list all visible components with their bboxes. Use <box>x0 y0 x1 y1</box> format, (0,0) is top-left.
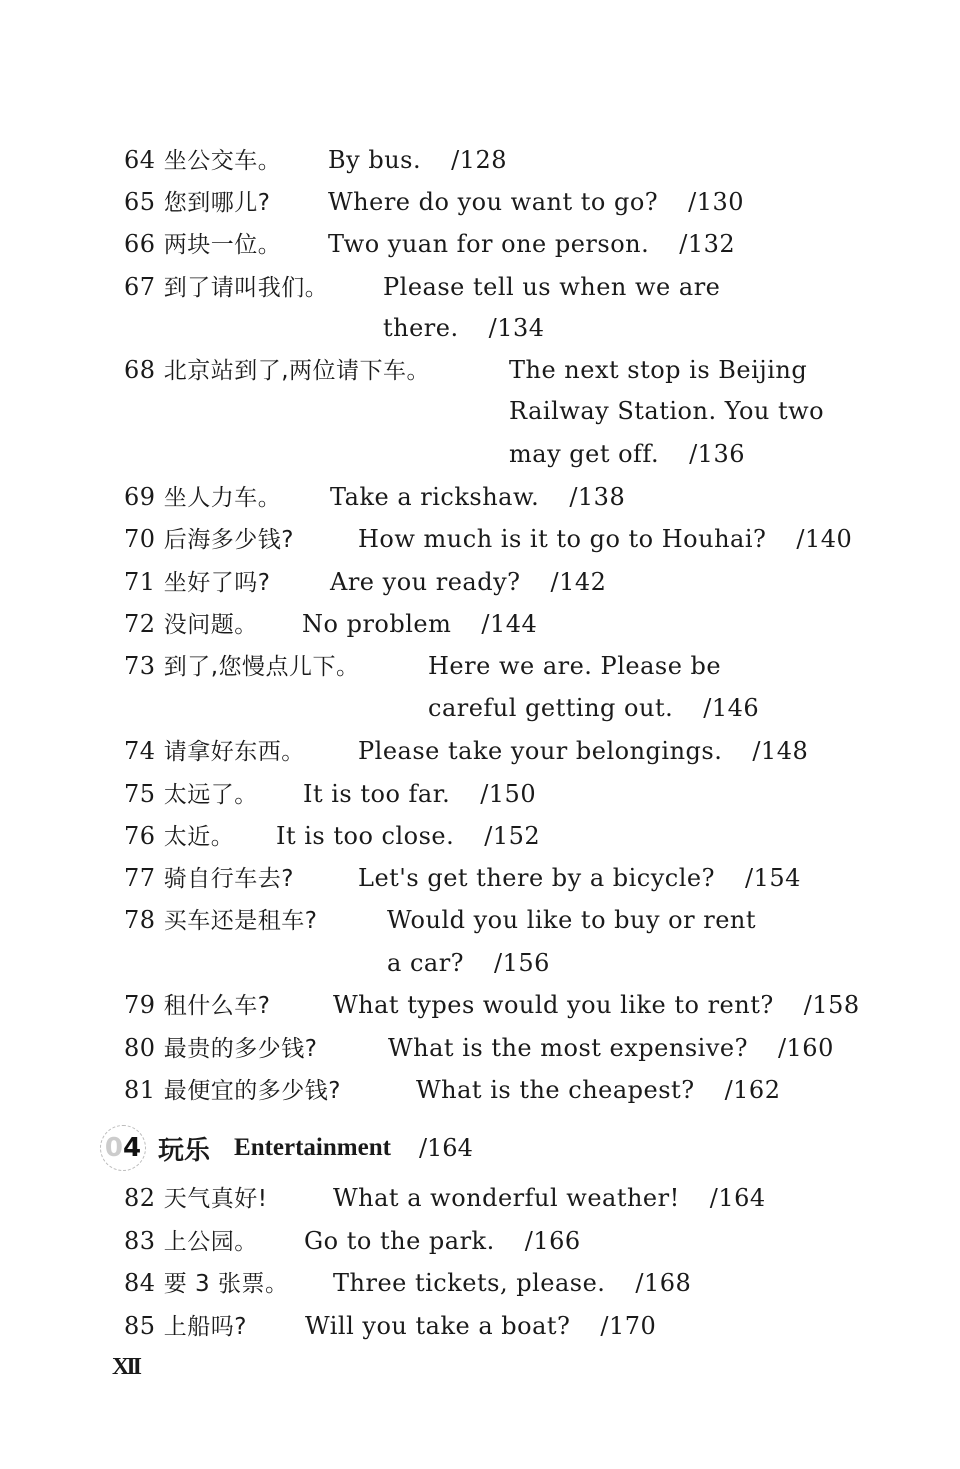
entry-english-line <box>333 1267 691 1299</box>
entry-lead <box>124 354 430 387</box>
entry-english: Take a rickshaw. <box>330 483 540 511</box>
entry-english: By bus. <box>328 146 422 174</box>
entry-english-line <box>358 735 808 767</box>
entry-english: What types would you like to rent? <box>333 991 774 1019</box>
entry-english: a car? <box>387 949 465 977</box>
entry-english: No problem <box>302 610 452 638</box>
entry-english: It is too close. <box>276 822 455 850</box>
entry-number: 85 <box>124 1312 156 1340</box>
entry-chinese: 买车还是租车? <box>163 908 318 934</box>
entry-page: /142 <box>550 568 607 596</box>
entry-chinese: 坐公交车。 <box>163 148 282 174</box>
entry-english: It is too far. <box>303 780 451 808</box>
entry-english-line <box>383 271 720 303</box>
entry-english: What a wonderful weather! <box>333 1184 680 1212</box>
section-page: /164 <box>418 1134 473 1162</box>
entry-lead <box>124 481 281 514</box>
entry-number: 74 <box>124 737 156 765</box>
entry-english-line <box>304 1225 581 1257</box>
entry-english-line <box>416 1074 780 1106</box>
entry-chinese: 请拿好东西。 <box>163 739 305 765</box>
entry-number: 72 <box>124 610 156 638</box>
entry-page: /156 <box>494 949 550 977</box>
entry-number: 81 <box>124 1076 156 1104</box>
entry-chinese: 到了,您慢点儿下。 <box>163 654 360 680</box>
entry-lead <box>124 523 294 556</box>
entry-page: /170 <box>600 1312 657 1340</box>
entry-chinese: 坐好了吗? <box>163 570 271 596</box>
entry-english: What is the cheapest? <box>416 1076 695 1104</box>
entry-chinese: 最便宜的多少钱? <box>163 1078 341 1104</box>
entry-number: 77 <box>124 864 156 892</box>
entry-number: 84 <box>124 1269 156 1297</box>
entry-english-line <box>387 947 550 979</box>
entry-number: 68 <box>124 356 156 384</box>
entry-english-line <box>303 778 536 810</box>
entry-english-line <box>328 228 735 260</box>
entry-english-line <box>358 523 852 555</box>
section-number-badge <box>100 1125 146 1171</box>
entry-page: /146 <box>703 694 760 722</box>
entry-page: /160 <box>777 1034 834 1062</box>
entry-page: /144 <box>481 610 538 638</box>
entry-english-line <box>276 820 540 852</box>
entry-lead <box>124 566 270 599</box>
entry-lead <box>124 186 270 219</box>
entry-lead <box>124 989 270 1022</box>
entry-english-line <box>428 650 721 682</box>
entry-page: /130 <box>688 188 745 216</box>
entry-english: What is the most expensive? <box>388 1034 748 1062</box>
section-header <box>100 1128 473 1168</box>
entry-english: Here we are. Please be <box>428 652 722 680</box>
entry-english-line <box>383 312 545 344</box>
entry-number: 76 <box>124 822 156 850</box>
entry-english: Please take your belongings. <box>358 737 723 765</box>
entry-chinese: 坐人力车。 <box>163 485 282 511</box>
entry-lead <box>124 228 281 261</box>
entry-english: careful getting out. <box>428 694 674 722</box>
section-title-en: Entertainment <box>234 1134 391 1161</box>
entry-lead <box>124 1182 267 1215</box>
entry-lead <box>124 778 258 811</box>
entry-english: Will you take a boat? <box>305 1312 571 1340</box>
page-folio: XII <box>112 1354 140 1380</box>
entry-number: 69 <box>124 483 156 511</box>
section-title-zh: 玩乐 <box>158 1135 211 1166</box>
entry-page: /162 <box>724 1076 781 1104</box>
entry-lead <box>124 271 328 304</box>
entry-number: 66 <box>124 230 156 258</box>
entry-lead <box>124 1032 317 1065</box>
badge-prefix: 0 <box>104 1133 123 1163</box>
entry-english-line <box>330 566 606 598</box>
entry-page: /152 <box>484 822 541 850</box>
entry-lead <box>124 144 281 177</box>
badge-number: 4 <box>123 1133 142 1163</box>
entry-page: /154 <box>745 864 801 892</box>
entry-chinese: 北京站到了,两位请下车。 <box>163 358 430 384</box>
entry-chinese: 租什么车? <box>163 993 271 1019</box>
entry-chinese: 骑自行车去? <box>163 866 294 892</box>
entry-english: Go to the park. <box>304 1227 495 1255</box>
entry-english-line <box>328 186 744 218</box>
entry-chinese: 太近。 <box>163 824 235 850</box>
entry-english: Are you ready? <box>330 568 521 596</box>
entry-page: /134 <box>488 314 545 342</box>
entry-english: Would you like to buy or rent <box>387 906 756 934</box>
entry-number: 73 <box>124 652 156 680</box>
entry-english: Where do you want to go? <box>328 188 659 216</box>
entry-english-line <box>302 608 537 640</box>
entry-lead <box>124 1310 247 1343</box>
entry-number: 79 <box>124 991 156 1019</box>
entry-page: /150 <box>480 780 537 808</box>
entry-english: The next stop is Beijing <box>509 356 808 384</box>
entry-english-line <box>328 144 507 176</box>
entry-lead <box>124 862 294 895</box>
entry-english-line <box>333 989 860 1021</box>
entry-page: /168 <box>635 1269 692 1297</box>
entry-lead <box>124 608 258 641</box>
entry-english: Let's get there by a bicycle? <box>358 864 715 892</box>
entry-number: 78 <box>124 906 156 934</box>
entry-chinese: 两块一位。 <box>163 232 282 258</box>
entry-chinese: 太远了。 <box>163 782 258 808</box>
entry-chinese: 上船吗? <box>163 1314 247 1340</box>
entry-english: may get off. <box>509 440 660 468</box>
entry-number: 64 <box>124 146 156 174</box>
entry-english-line <box>509 395 824 427</box>
entry-chinese: 要 3 张票。 <box>163 1271 289 1297</box>
entry-english: Three tickets, please. <box>333 1269 606 1297</box>
entry-number: 67 <box>124 273 156 301</box>
entry-english-line <box>333 1182 766 1214</box>
entry-lead <box>124 1074 341 1107</box>
entry-english: Railway Station. You two <box>509 397 825 425</box>
entry-number: 71 <box>124 568 156 596</box>
entry-number: 75 <box>124 780 156 808</box>
entry-chinese: 上公园。 <box>163 1229 258 1255</box>
entry-english-line <box>358 862 801 894</box>
entry-english-line <box>330 481 625 513</box>
entry-english: Please tell us when we are <box>383 273 721 301</box>
entry-english: How much is it to go to Houhai? <box>358 525 767 553</box>
entry-page: /164 <box>709 1184 766 1212</box>
entry-page: /166 <box>524 1227 581 1255</box>
entry-chinese: 您到哪儿? <box>163 190 271 216</box>
entry-number: 82 <box>124 1184 156 1212</box>
entry-lead <box>124 820 234 853</box>
entry-chinese: 没问题。 <box>163 612 258 638</box>
entry-number: 83 <box>124 1227 156 1255</box>
entry-page: /138 <box>569 483 626 511</box>
entry-english-line <box>428 692 759 724</box>
entry-number: 70 <box>124 525 156 553</box>
entry-english-line <box>509 438 745 470</box>
entry-page: /128 <box>451 146 507 174</box>
entry-chinese: 到了请叫我们。 <box>163 275 329 301</box>
entry-chinese: 天气真好! <box>163 1186 268 1212</box>
entry-english-line <box>305 1310 656 1342</box>
entry-english-line <box>387 904 756 936</box>
entry-number: 80 <box>124 1034 156 1062</box>
entry-page: /132 <box>679 230 736 258</box>
entry-english-line <box>509 354 807 386</box>
entry-english-line <box>388 1032 834 1064</box>
entry-page: /148 <box>752 737 809 765</box>
entry-english: there. <box>383 314 459 342</box>
entry-english: Two yuan for one person. <box>328 230 650 258</box>
entry-chinese: 后海多少钱? <box>163 527 294 553</box>
entry-lead <box>124 1225 258 1258</box>
entry-lead <box>124 904 317 937</box>
entry-chinese: 最贵的多少钱? <box>163 1036 318 1062</box>
entry-lead <box>124 735 305 768</box>
entry-page: /136 <box>689 440 745 468</box>
entry-lead <box>124 1267 288 1300</box>
entry-number: 65 <box>124 188 156 216</box>
entry-page: /140 <box>796 525 853 553</box>
entry-page: /158 <box>803 991 860 1019</box>
entry-lead <box>124 650 360 683</box>
